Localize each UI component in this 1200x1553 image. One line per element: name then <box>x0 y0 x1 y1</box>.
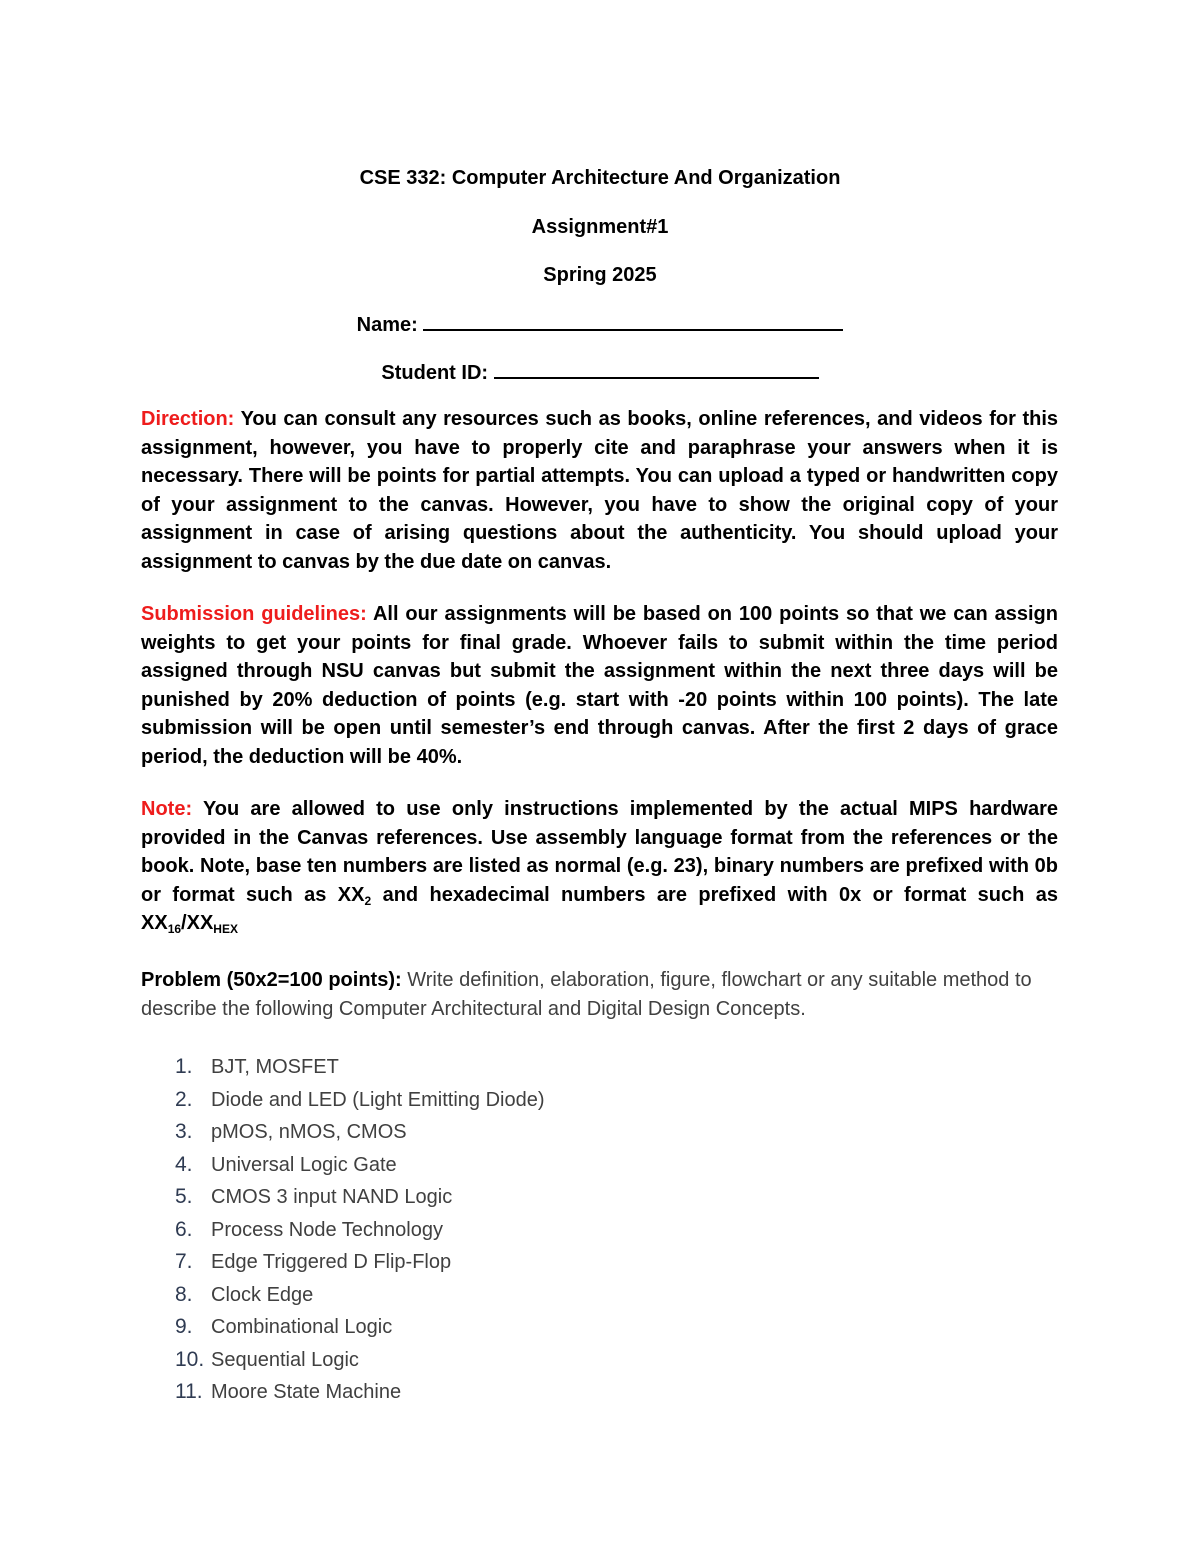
course-title: CSE 332: Computer Architecture And Organization <box>359 167 841 189</box>
problem-label: Problem (50x2=100 points): <box>141 969 402 991</box>
list-item-text: Combinational Logic <box>211 1316 393 1338</box>
name-line <box>0 312 1200 337</box>
student-id-line <box>0 360 1200 385</box>
list-item-number: 1. <box>175 1055 193 1078</box>
problem-paragraph <box>141 966 1058 1023</box>
list-item <box>141 1084 1041 1117</box>
note-text-2: and hexadecimal numbers are prefixed with 0x or format such as XX <box>141 883 1059 934</box>
submission-paragraph <box>141 600 1058 771</box>
note-paragraph <box>141 795 1058 938</box>
direction-paragraph <box>141 405 1058 576</box>
list-item-number: 4. <box>175 1152 193 1176</box>
list-item-number: 9. <box>175 1315 193 1338</box>
direction-label: Direction: <box>141 408 235 430</box>
note-label: Note: <box>141 798 193 820</box>
list-item-number: 11. <box>175 1380 203 1403</box>
assignment-title: Assignment#1 <box>531 216 669 238</box>
list-item-number: 6. <box>175 1217 193 1241</box>
direction-text: You can consult any resources such as books, online references, and videos for this assignment, however, you have to properly cite and paraphrase your answers when it is necessary. There will be points for partial attempts. You can upload a typed or handwritten copy of your assignment to the canvas. However, you have to show the original copy of your assignment in case of arising questions about the authenticity. You should upload your assignment to canvas by the due date on canvas. <box>141 408 1058 573</box>
list-item <box>141 1344 1041 1377</box>
problem-text: Write definition, elaboration, figure, flowchart or any suitable method to describe the following Computer Architectural and Digital Design Concepts. <box>141 969 1032 1020</box>
list-item-text: Universal Logic Gate <box>211 1153 397 1176</box>
name-blank <box>423 312 843 331</box>
list-item <box>141 1149 1041 1182</box>
hex-subscript: HEX <box>213 922 238 936</box>
name-label: Name: <box>356 314 418 336</box>
list-item <box>141 1181 1041 1214</box>
list-item-text: Moore State Machine <box>211 1381 402 1403</box>
student-id-blank <box>494 360 819 379</box>
list-item-text: Clock Edge <box>211 1283 314 1306</box>
list-item-text: Diode and LED (Light Emitting Diode) <box>211 1088 545 1111</box>
list-item-text: pMOS, nMOS, CMOS <box>211 1121 407 1143</box>
list-item-number: 5. <box>175 1185 193 1208</box>
list-item <box>141 1116 1041 1149</box>
list-item <box>141 1279 1041 1312</box>
list-item <box>141 1051 1041 1084</box>
list-item-text: Edge Triggered D Flip-Flop <box>211 1251 452 1273</box>
list-item-number: 2. <box>175 1087 193 1111</box>
list-item-text: Sequential Logic <box>211 1348 359 1371</box>
list-item <box>141 1311 1041 1344</box>
list-item-text: BJT, MOSFET <box>211 1056 339 1078</box>
term-label: Spring 2025 <box>543 264 657 286</box>
sixteen-subscript: 16 <box>167 922 182 936</box>
list-item <box>141 1376 1041 1409</box>
list-item <box>141 1214 1041 1247</box>
binary-subscript: 2 <box>364 893 372 908</box>
submission-text: All our assignments will be based on 100 points so that we can assign weights to get your points for final grade. Whoever fails to submit within the time period assigned through NSU canvas but submit the assignment within the next three days will be punished by 20% deduction of points (e.g. start with -20 points within 100 points). The late submission will be open until semester’s end through canvas. After the first 2 days of grace period, the deduction will be 40%. <box>141 603 1058 768</box>
note-text-1: You are allowed to use only instructions implemented by the actual MIPS hardware provided in the Canvas references. Use assembly language format from the references or the book. Note, base ten numbers are listed as normal (e.g. 23), binary numbers are prefixed with 0b or format such as XX <box>141 798 1059 906</box>
student-id-label: Student ID: <box>381 362 489 384</box>
list-item-text: CMOS 3 input NAND Logic <box>211 1186 453 1208</box>
submission-label: Submission guidelines: <box>141 603 367 625</box>
list-item-number: 7. <box>175 1250 193 1273</box>
list-item <box>141 1246 1041 1279</box>
note-slash-xx: /XX <box>181 912 214 934</box>
list-item-text: Process Node Technology <box>211 1218 443 1241</box>
list-item-number: 10. <box>175 1347 205 1371</box>
list-item-number: 3. <box>175 1120 193 1143</box>
concept-list <box>141 1051 1041 1409</box>
list-item-number: 8. <box>175 1282 193 1306</box>
